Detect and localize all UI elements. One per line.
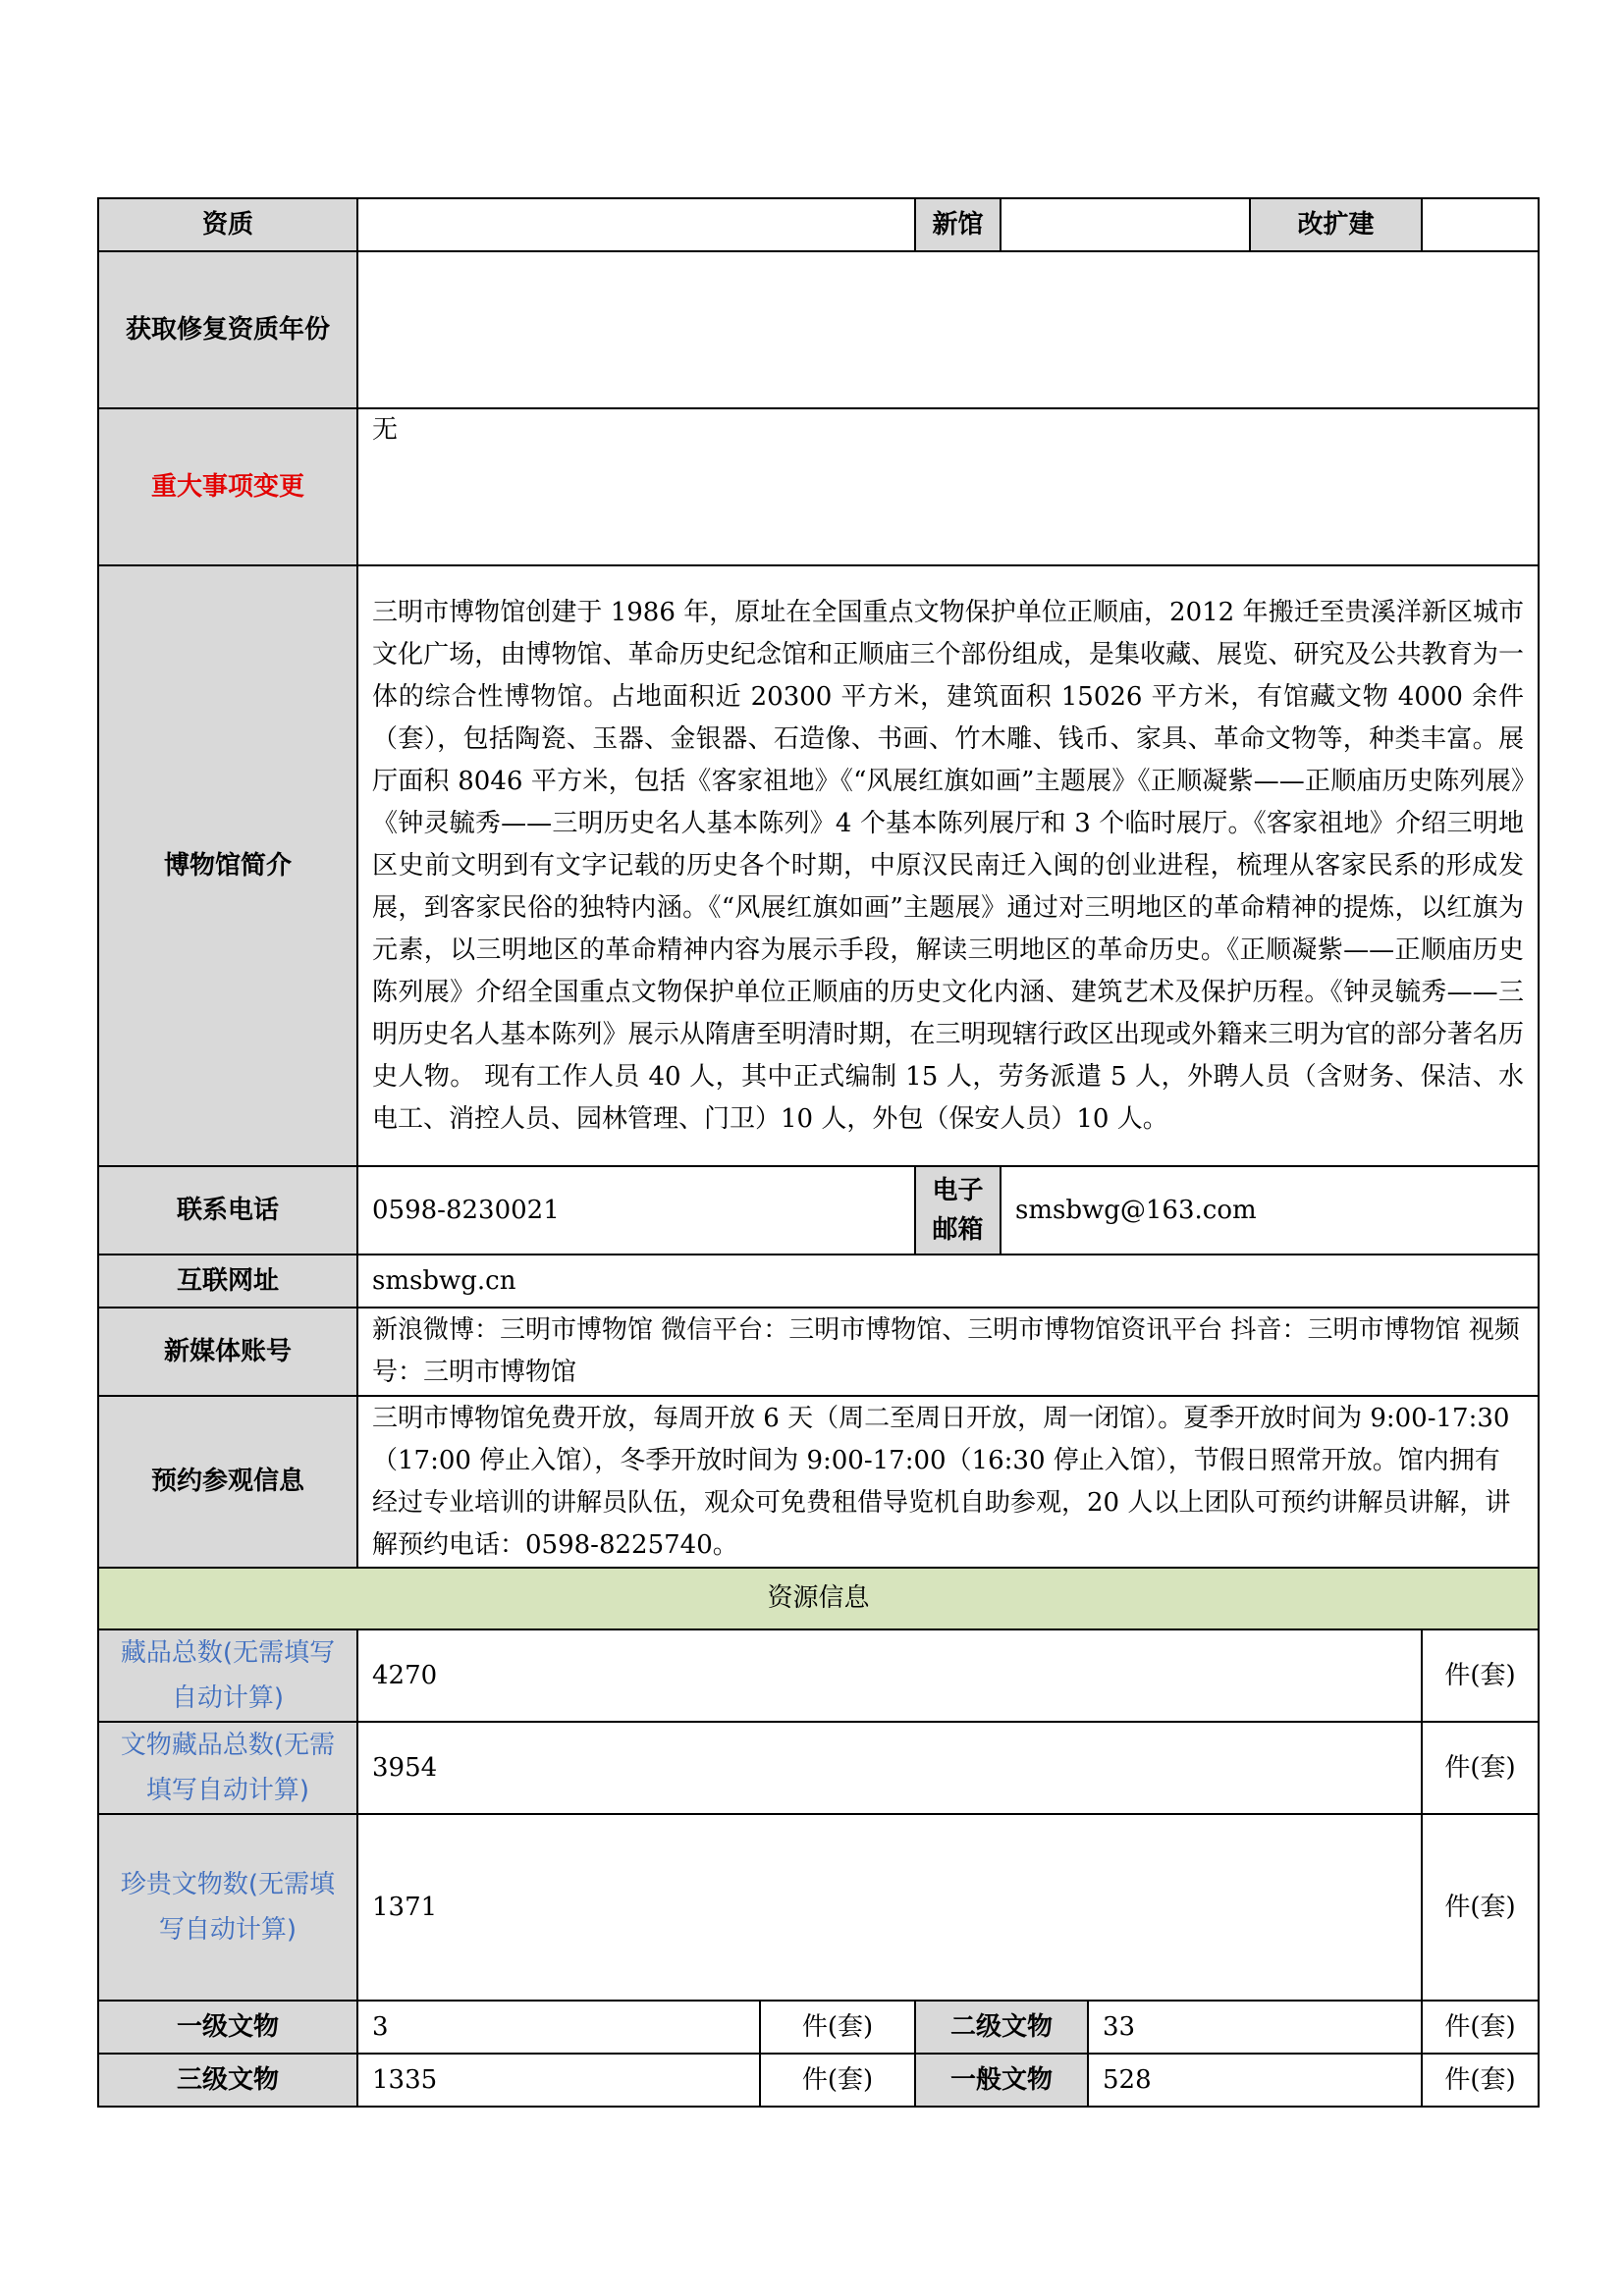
- grade1-label: 一级文物: [98, 2001, 357, 2054]
- grade3-label: 三级文物: [98, 2054, 357, 2107]
- visit-info-row: [98, 1396, 1539, 1568]
- total-row: [98, 1629, 1539, 1722]
- general-unit: 件(套): [1422, 2054, 1539, 2107]
- new-media-row: [98, 1308, 1539, 1396]
- website-value: smsbwg.cn: [357, 1255, 1539, 1308]
- precious-value: 1371: [357, 1814, 1422, 2001]
- grade3-value: 1335: [357, 2054, 760, 2107]
- website-label: 互联网址: [98, 1255, 357, 1308]
- new-museum-label: 新馆: [915, 198, 1001, 251]
- intro-row: [98, 565, 1539, 1166]
- website-row: [98, 1255, 1539, 1308]
- grade2-label: 二级文物: [915, 2001, 1088, 2054]
- grade-row-2: [98, 2054, 1539, 2107]
- new-museum-value: [1001, 198, 1250, 251]
- precious-unit: 件(套): [1422, 1814, 1539, 2001]
- qualification-value: [357, 198, 915, 251]
- total-unit: 件(套): [1422, 1629, 1539, 1722]
- renovation-value: [1422, 198, 1539, 251]
- contact-row: [98, 1166, 1539, 1255]
- major-change-value: 无: [357, 408, 1539, 565]
- intro-label: 博物馆简介: [98, 565, 357, 1166]
- general-label: 一般文物: [915, 2054, 1088, 2107]
- email-value: smsbwg@163.com: [1001, 1166, 1539, 1255]
- major-change-row: [98, 408, 1539, 565]
- relic-total-unit: 件(套): [1422, 1722, 1539, 1814]
- precious-label: 珍贵文物数(无需填写自动计算): [98, 1814, 357, 2001]
- major-change-label: 重大事项变更: [98, 408, 357, 565]
- repair-year-row: [98, 251, 1539, 408]
- grade-row-1: [98, 2001, 1539, 2054]
- intro-text: 三明市博物馆创建于 1986 年，原址在全国重点文物保护单位正顺庙，2012 年搬迁至贵溪洋新区城市文化广场，由博物馆、革命历史纪念馆和正顺庙三个部份组成，是集收藏、展览、研究及公共教育为一体的综合性博物馆。占地面积近 20300 平方米，建筑面积 15026 平方米，有馆藏文物 4000 余件（套），包括陶瓷、玉器、金银器、石造像、书画、竹木雕、钱币、家具、革命文物等，种类丰富。展厅面积 8046 平方米，包括《客家祖地》《“风展红旗如画”主题展》《正顺凝紫——正顺庙历史陈列展》《钟灵毓秀——三明历史名人基本陈列》4 个基本陈列展厅和 3 个临时展厅。《客家祖地》介绍三明地区史前文明到有文字记载的历史各个时期，中原汉民南迁入闽的创业进程，梳理从客家民系的形成发展，到客家民俗的独特内涵。《“风展红旗如画”主题展》通过对三明地区的革命精神的提炼，以红旗为元素，以三明地区的革命精神内容为展示手段，解读三明地区的革命历史。《正顺凝紫——正顺庙历史陈列展》介绍全国重点文物保护单位正顺庙的历史文化内涵、建筑艺术及保护历程。《钟灵毓秀——三明历史名人基本陈列》展示从隋唐至明清时期，在三明现辖行政区出现或外籍来三明为官的部分著名历史人物。 现有工作人员 40 人，其中正式编制 15 人，劳务派遣 5 人，外聘人员（含财务、保洁、水电工、消控人员、园林管理、门卫）10 人，外包（保安人员）10 人。: [357, 565, 1539, 1166]
- visit-info-label: 预约参观信息: [98, 1396, 357, 1568]
- grade3-unit: 件(套): [760, 2054, 915, 2107]
- email-label: 电子邮箱: [915, 1166, 1001, 1255]
- visit-info-value: 三明市博物馆免费开放，每周开放 6 天（周二至周日开放，周一闭馆）。夏季开放时间为 9:00-17:30（17:00 停止入馆），冬季开放时间为 9:00-17:00（16:30 停止入馆），节假日照常开放。馆内拥有经过专业培训的讲解员队伍，观众可免费租借导览机自助参观，20 人以上团队可预约讲解员讲解，讲解预约电话：0598-8225740。: [357, 1396, 1539, 1568]
- grade2-unit: 件(套): [1422, 2001, 1539, 2054]
- museum-info-table: [97, 197, 1540, 2108]
- general-value: 528: [1088, 2054, 1422, 2107]
- renovation-label: 改扩建: [1250, 198, 1422, 251]
- total-value: 4270: [357, 1629, 1422, 1722]
- precious-row: [98, 1814, 1539, 2001]
- resources-header-row: [98, 1568, 1539, 1629]
- grade1-unit: 件(套): [760, 2001, 915, 2054]
- relic-total-row: [98, 1722, 1539, 1814]
- new-media-label: 新媒体账号: [98, 1308, 357, 1396]
- relic-total-label: 文物藏品总数(无需填写自动计算): [98, 1722, 357, 1814]
- repair-year-value: [357, 251, 1539, 408]
- phone-value: 0598-8230021: [357, 1166, 915, 1255]
- grade2-value: 33: [1088, 2001, 1422, 2054]
- new-media-value: 新浪微博：三明市博物馆 微信平台：三明市博物馆、三明市博物馆资讯平台 抖音：三明市博物馆 视频号：三明市博物馆: [357, 1308, 1539, 1396]
- resources-section-title: 资源信息: [98, 1568, 1539, 1629]
- qualification-row: [98, 198, 1539, 251]
- phone-label: 联系电话: [98, 1166, 357, 1255]
- grade1-value: 3: [357, 2001, 760, 2054]
- relic-total-value: 3954: [357, 1722, 1422, 1814]
- qualification-label: 资质: [98, 198, 357, 251]
- repair-year-label: 获取修复资质年份: [98, 251, 357, 408]
- total-label: 藏品总数(无需填写自动计算): [98, 1629, 357, 1722]
